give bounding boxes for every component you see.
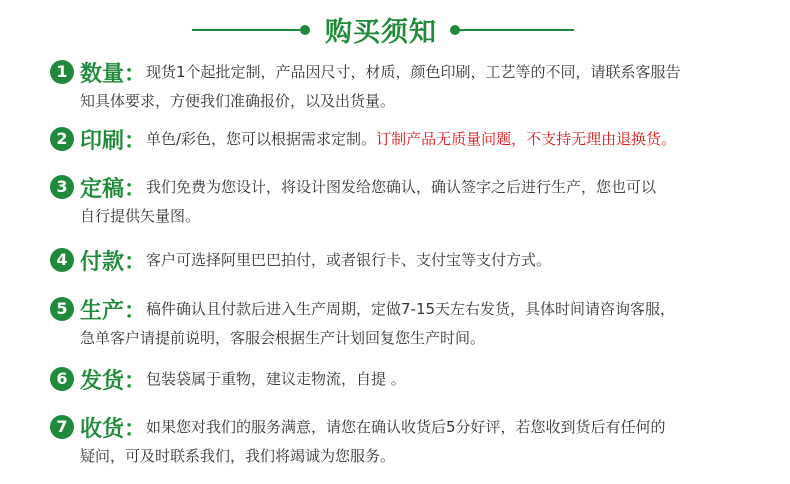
number-badge: 7 <box>50 415 74 439</box>
item-text-line1: 如果您对我们的服务满意，请您在确认收货后5分好评，若您收到货后有任何的 <box>146 418 666 436</box>
item-text-line2: 知具体要求，方便我们准确报价，以及出货量。 <box>80 92 396 110</box>
item-label: 生产： <box>80 299 147 324</box>
header-line-right <box>458 29 574 31</box>
item-text-line1: 包装袋属于重物，建议走物流，自提 。 <box>146 370 406 388</box>
item-label: 定稿： <box>80 177 147 202</box>
item-text-line1: 现货1个起批定制，产品因尺寸，材质，颜色印刷，工艺等的不同，请联系客服告 <box>146 63 681 81</box>
item-text-line1: 稿件确认且付款后进入生产周期，定做7-15天左右发货，具体时间请咨询客服， <box>146 300 676 318</box>
item-label: 发货： <box>80 369 147 394</box>
number-badge: 4 <box>50 248 74 272</box>
header <box>0 8 790 48</box>
item-label: 印刷： <box>80 129 147 154</box>
return-warning-text: 订制产品无质量问题，不支持无理由退换货。 <box>376 130 677 148</box>
number-badge: 5 <box>50 297 74 321</box>
number-badge: 3 <box>50 175 74 199</box>
item-label: 数量： <box>80 62 147 87</box>
header-dot-left <box>300 25 310 35</box>
item-text: 单色/彩色，您可以根据需求定制。 <box>146 130 377 148</box>
item-text-line2: 自行提供矢量图。 <box>80 207 201 225</box>
item-label: 付款： <box>80 250 147 275</box>
number-badge: 2 <box>50 127 74 151</box>
page-title: 购买须知 <box>325 17 437 48</box>
item-text-line1: 我们免费为您设计，将设计图发给您确认，确认签字之后进行生产，您也可以 <box>146 178 657 196</box>
number-badge: 1 <box>50 60 74 84</box>
item-label: 收货： <box>80 417 147 442</box>
item-text-line1: 客户可选择阿里巴巴拍付，或者银行卡、支付宝等支付方式。 <box>146 251 552 269</box>
number-badge: 6 <box>50 367 74 391</box>
item-text-line1 <box>146 125 676 154</box>
item-text-line2: 疑问，可及时联系我们，我们将竭诚为您服务。 <box>80 447 396 465</box>
header-line-left <box>192 29 300 31</box>
item-text-line2: 急单客户请提前说明，客服会根据生产计划回复您生产时间。 <box>80 329 486 347</box>
